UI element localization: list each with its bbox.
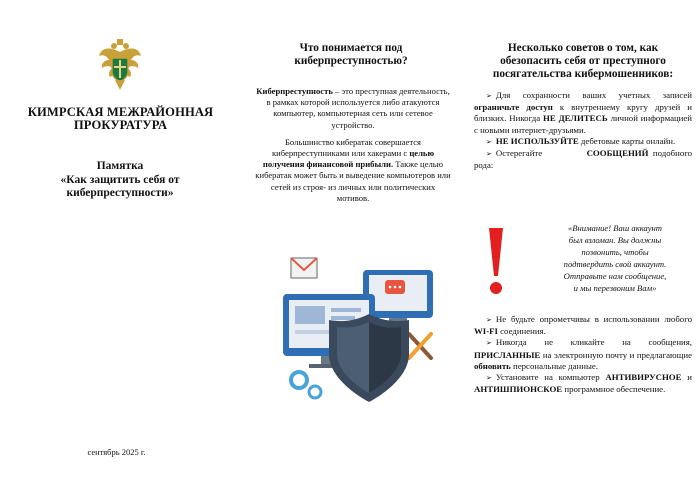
arrow-bullet-icon: ➢ <box>486 92 492 100</box>
tip4-bold: WI-FI <box>474 326 498 337</box>
tip1-bold-d: НЕ ДЕЛИТЕСЬ <box>543 113 608 124</box>
arrow-bullet-icon: ➢ <box>486 316 492 324</box>
p2-start: Большинство кибератак совершается киберпреступниками или хакерами с <box>271 136 421 159</box>
quote-line-4: подтвердить свой аккаунт. <box>563 259 667 269</box>
quote-line-1: «Внимание! Ваш аккаунт <box>567 223 663 233</box>
arrow-bullet-icon: ➢ <box>486 339 492 348</box>
cyber-security-shield-icon <box>281 256 456 406</box>
tips-panel <box>466 0 700 495</box>
quote-line-2: был взломан. Вы должны <box>568 235 662 245</box>
definition-body: – это преступная деятельность, в рамках которой используется либо атакуются компьютер, компьютерная сеть или сетевое устройство. <box>266 86 450 130</box>
org-line-2: ПРОКУРАТУРА <box>73 118 168 132</box>
tip-account-access <box>474 90 692 136</box>
quote-line-5: Отправьте нам сообщение, <box>563 271 667 281</box>
p2-bold: целью получения финансовой прибыли. <box>262 148 435 170</box>
memo-line-1: Памятка <box>96 160 144 172</box>
tip4-text-a: Не будьте опрометчивы в использовании любого <box>495 314 692 324</box>
definition-paragraph-2 <box>255 137 451 204</box>
tip5-text-c: на электронную почту и предлагающие <box>540 349 692 360</box>
definition-title-line-1: Что понимается под <box>299 42 403 54</box>
tip4-text-c: соединения. <box>497 326 546 337</box>
cover-panel <box>0 0 233 495</box>
tip5-text-e: персональные данные. <box>510 360 598 371</box>
definition-panel <box>233 0 466 495</box>
tip-wifi <box>474 314 692 337</box>
tip1-bold-b: ограничьте доступ <box>474 102 553 113</box>
definition-paragraph-1 <box>255 86 451 131</box>
tip3-text-c: подобного рода: <box>474 148 693 171</box>
tip6-text-a: Установите на компьютер <box>495 372 606 383</box>
tip1-text-a: Для сохранности ваших учетных записей <box>495 90 692 100</box>
quote-line-6: и мы перезвоним Вам» <box>573 283 657 293</box>
tip2-text: дебетовые карты онлайн. <box>578 135 676 146</box>
tips-list-bottom <box>474 314 692 395</box>
prosecutor-emblem-icon <box>97 38 143 92</box>
arrow-bullet-icon: ➢ <box>486 374 492 383</box>
tip2-bold: НЕ ИСПОЛЬЗУЙТЕ <box>495 135 579 146</box>
memo-line-2: «Как защитить себя от <box>60 173 180 186</box>
tip5-text-a: Никогда не кликайте на сообщения, <box>495 337 692 348</box>
tips-list-top <box>474 90 692 171</box>
quote-line-3: позвонить, чтобы <box>581 247 649 257</box>
publication-date: сентябрь 2025 г. <box>87 447 146 457</box>
p2-rest: Также целью кибератак может быть и выведение компьютеров или сетей из строя- из личных или политических мотивов. <box>255 159 451 203</box>
arrow-bullet-icon: ➢ <box>486 137 492 146</box>
tip6-bold-b: АНТИВИРУСНОЕ <box>605 372 682 383</box>
tip-antivirus <box>474 372 692 395</box>
tip-beware-messages <box>474 148 692 171</box>
tip5-bold-b: ПРИСЛАННЫЕ <box>474 349 541 360</box>
organization-name <box>18 106 223 132</box>
tip1-text-e: личной информацией с новыми интернет-друзьями. <box>474 113 693 135</box>
tips-title <box>472 42 694 81</box>
definition-text <box>255 86 451 210</box>
tip1-text-c: к внутреннему кругу друзей и близких. Никогда <box>474 102 692 124</box>
tip6-text-e: программное обеспечение. <box>562 384 666 395</box>
tip6-text-c: и <box>681 372 692 383</box>
tip5-bold-d: обновить <box>474 360 511 371</box>
term-bold: Киберпреступность <box>256 86 333 96</box>
definition-title-line-2: киберпреступностью? <box>294 55 408 67</box>
tips-title-line-2: обезопасить себя от преступного <box>500 55 666 67</box>
tip3-text-a: Остерегайте <box>495 148 547 159</box>
tips-title-line-3: посягательства кибермошенников: <box>492 68 674 80</box>
tip3-bold: СООБЩЕНИЙ <box>586 148 649 159</box>
tip-debit-cards <box>474 136 692 148</box>
tip6-bold-d: АНТИШПИОНСКОЕ <box>474 384 563 395</box>
scam-quote <box>534 222 696 294</box>
red-exclamation-icon <box>486 226 506 296</box>
tips-title-line-1: Несколько советов о том, как <box>507 42 659 54</box>
tip-email-links <box>474 337 692 372</box>
definition-title <box>261 42 441 68</box>
scam-message-example <box>480 222 694 298</box>
memo-line-3: киберпреступности» <box>66 187 174 199</box>
org-line-1: КИМРСКАЯ МЕЖРАЙОННАЯ <box>27 105 214 119</box>
memo-title <box>20 160 220 201</box>
arrow-bullet-icon: ➢ <box>486 150 492 159</box>
